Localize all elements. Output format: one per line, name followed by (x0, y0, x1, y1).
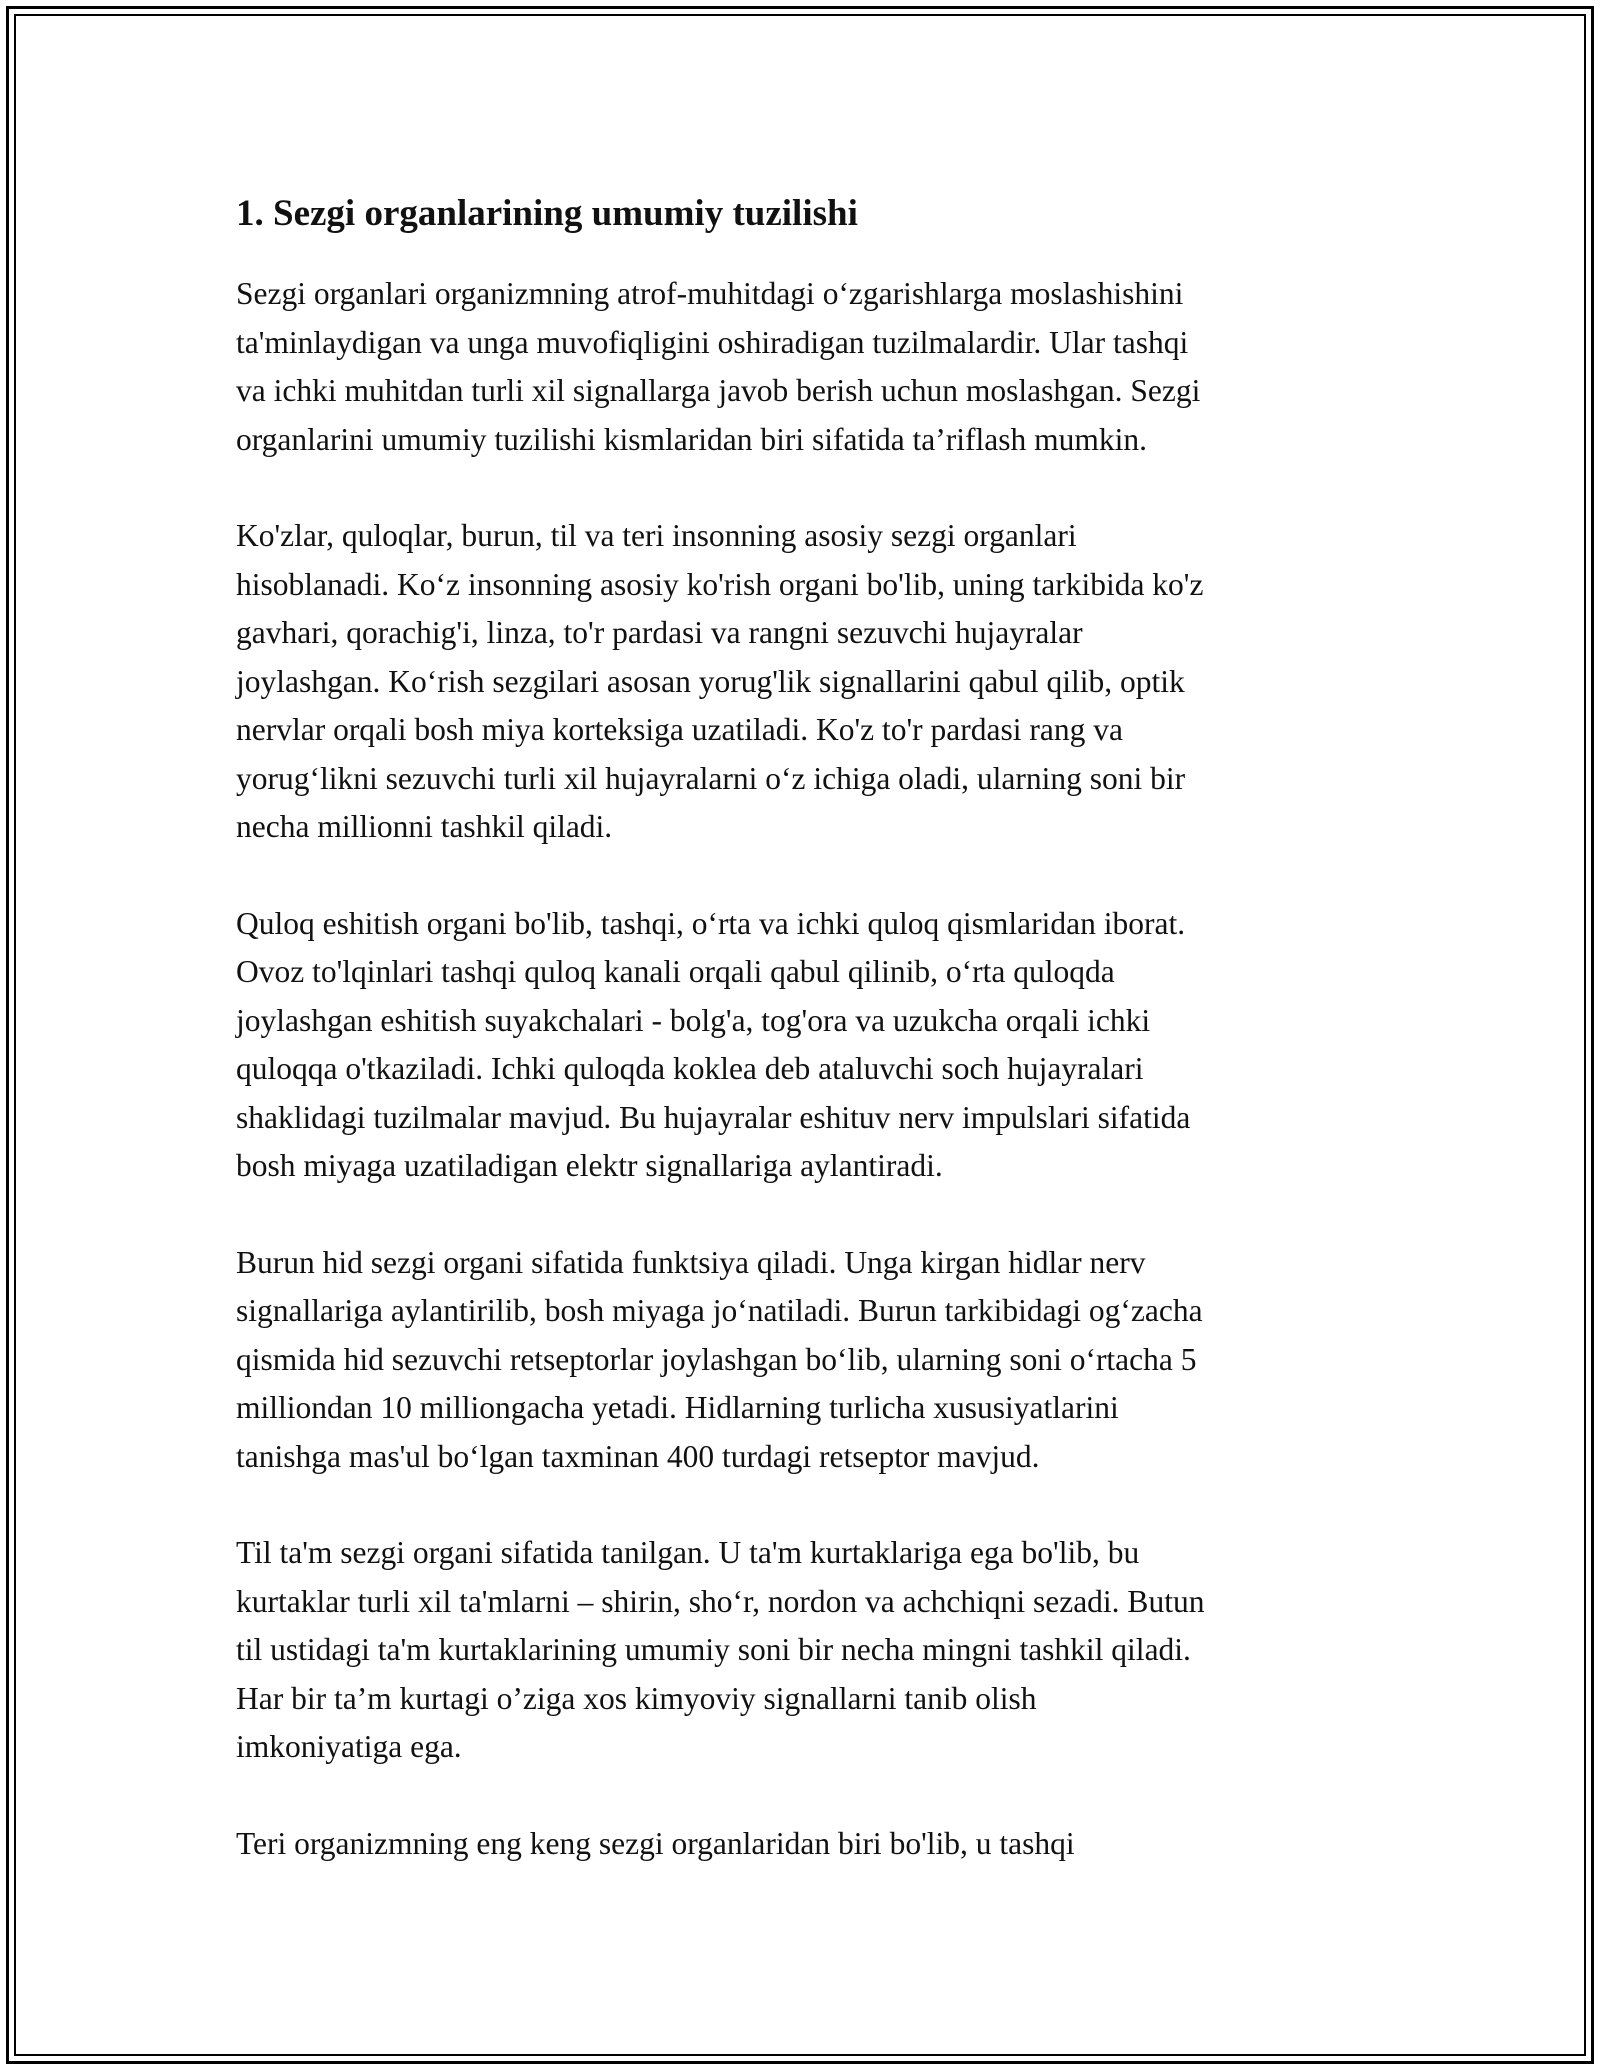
text-line: milliondan 10 milliongacha yetadi. Hidlarning turlicha xususiyatlarini (236, 1390, 1119, 1425)
text-line: organlarini umumiy tuzilishi kismlaridan biri sifatida ta’riflash mumkin. (236, 421, 1148, 457)
text-line: joylashgan eshitish suyakchalari - bolg'a, tog'ora va uzukcha orqali ichki (236, 1002, 1151, 1038)
paragraph-tongue (236, 1529, 1376, 1772)
text-line: qismida hid sezuvchi retseptorlar joylashgan bo‘lib, ularning soni o‘rtacha 5 (236, 1341, 1197, 1377)
text-line: va ichki muhitdan turli xil signallarga javob berish uchun moslashgan. Sezgi (236, 373, 1201, 408)
text-line: imkoniyatiga ega. (236, 1729, 462, 1764)
text-line: nervlar orqali bosh miya korteksiga uzatiladi. Ko'z to'r pardasi rang va (236, 712, 1123, 747)
text-line: Ko'zlar, quloqlar, burun, til va teri insonning asosiy sezgi organlari (236, 518, 1077, 553)
document-page (236, 188, 1376, 1916)
text-line: shaklidagi tuzilmalar mavjud. Bu hujayralar eshituv nerv impulslari sifatida (236, 1099, 1191, 1135)
text-line: yorug‘likni sezuvchi turli xil hujayralarni o‘z ichiga oladi, ularning soni bir (236, 760, 1186, 796)
text-line: Sezgi organlari organizmning atrof-muhitdagi o‘zgarishlarga moslashishini (236, 276, 1184, 311)
text-line: quloqqa o'tkaziladi. Ichki quloqda koklea deb ataluvchi soch hujayralari (236, 1051, 1144, 1086)
text-line: bosh miyaga uzatiladigan elektr signallariga aylantiradi. (236, 1148, 943, 1183)
text-line: Quloq eshitish organi bo'lib, tashqi, o‘rta va ichki quloq qismlaridan iborat. (236, 905, 1186, 941)
text-line: til ustidagi ta'm kurtaklarining umumiy soni bir necha mingni tashkil qiladi. (236, 1632, 1191, 1667)
text-line: Teri organizmning eng keng sezgi organlaridan biri bo'lib, u tashqi (236, 1825, 1075, 1861)
paragraph-eyes (236, 512, 1376, 852)
paragraph-intro (236, 270, 1376, 464)
text-line: ta'minlaydigan va unga muvofiqligini oshiradigan tuzilmalardir. Ular tashqi (236, 324, 1189, 360)
text-line: signallariga aylantirilib, bosh miyaga jo‘natiladi. Burun tarkibidagi og‘zacha (236, 1293, 1203, 1328)
text-line: Ovoz to'lqinlari tashqi quloq kanali orqali qabul qilinib, o‘rta quloqda (236, 954, 1115, 989)
section-heading: 1. Sezgi organlarining umumiy tuzilishi (236, 193, 858, 234)
text-line: Til ta'm sezgi organi sifatida tanilgan. U ta'm kurtaklariga ega bo'lib, bu (236, 1535, 1140, 1570)
text-line: hisoblanadi. Ko‘z insonning asosiy ko'rish organi bo'lib, uning tarkibida ko'z (236, 566, 1204, 602)
text-line: gavhari, qorachig'i, linza, to'r pardasi va rangni sezuvchi hujayralar (236, 615, 1083, 650)
paragraph-nose (236, 1239, 1376, 1482)
paragraph-ears (236, 900, 1376, 1191)
text-line: kurtaklar turli xil ta'mlarni – shirin, sho‘r, nordon va achchiqni sezadi. Butun (236, 1583, 1205, 1619)
text-line: Har bir ta’m kurtagi o’ziga xos kimyoviy signallarni tanib olish (236, 1680, 1037, 1716)
text-line: joylashgan. Ko‘rish sezgilari asosan yorug'lik signallarini qabul qilib, optik (236, 663, 1185, 699)
text-line: tanishga mas'ul bo‘lgan taxminan 400 turdagi retseptor mavjud. (236, 1438, 1040, 1474)
text-line: necha millionni tashkil qiladi. (236, 809, 613, 844)
text-line: Burun hid sezgi organi sifatida funktsiya qiladi. Unga kirgan hidlar nerv (236, 1244, 1146, 1280)
paragraph-skin (236, 1820, 1376, 1869)
